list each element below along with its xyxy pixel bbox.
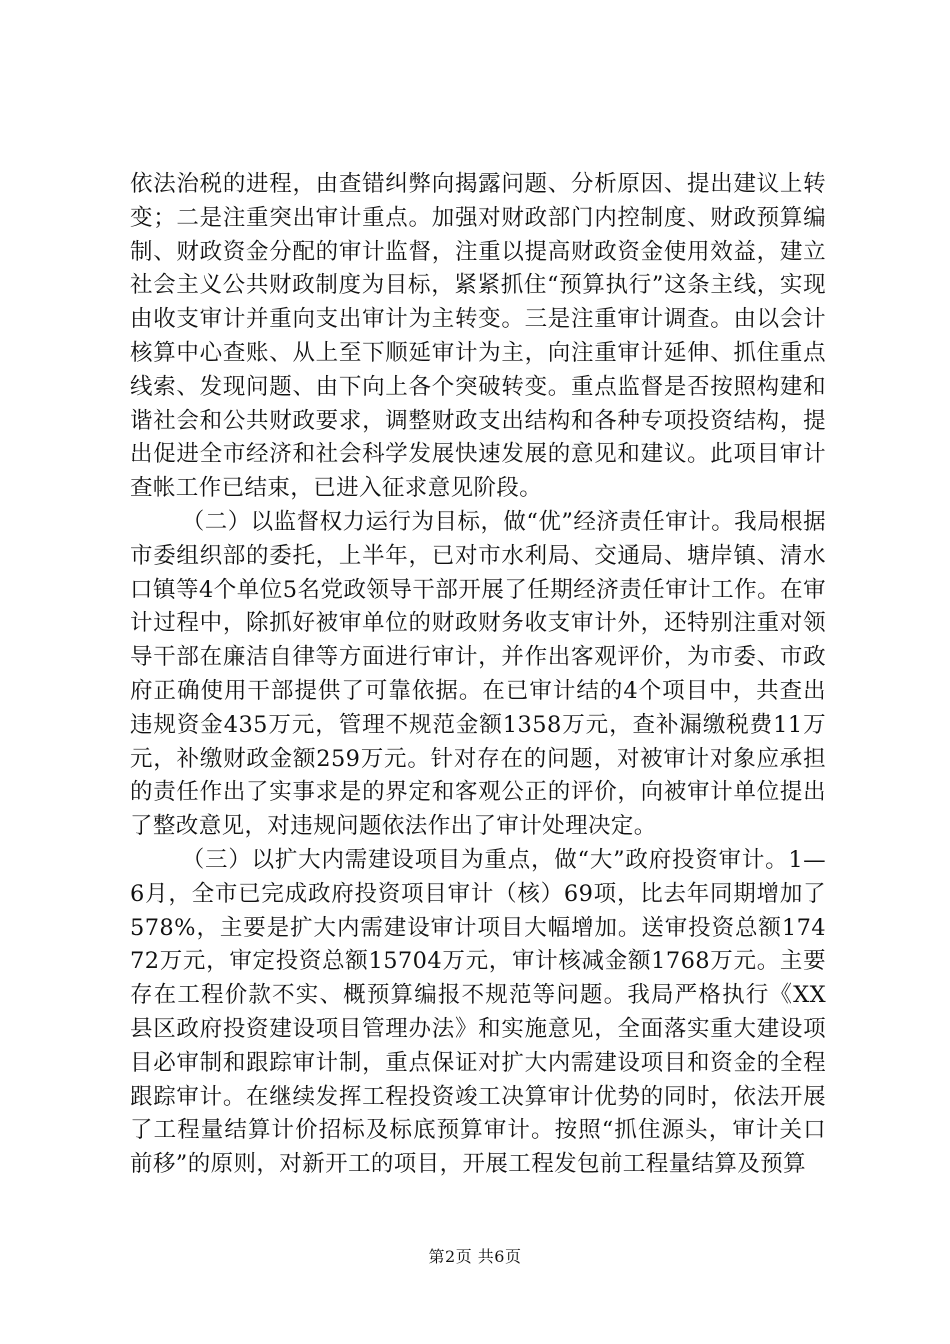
- page-number-footer: 第2页 共6页: [428, 1247, 522, 1266]
- document-body: [130, 168, 826, 1182]
- paragraph-3: （三）以扩大内需建设项目为重点，做“大”政府投资审计。1—6月，全市已完成政府投资项目审计（核）69项，比去年同期增加了578%，主要是扩大内需建设审计项目大幅增加。送审投资总额17472万元，审定投资总额15704万元，审计核减金额1768万元。主要存在工程价款不实、概预算编报不规范等问题。我局严格执行《XX县区政府投资建设项目管理办法》和实施意见，全面落实重大建设项目必审制和跟踪审计制，重点保证对扩大内需建设项目和资金的全程跟踪审计。在继续发挥工程投资竣工决算审计优势的同时，依法开展了工程量结算计价招标及标底预算审计。按照“抓住源头，审计关口前移”的原则，对新开工的项目，开展工程发包前工程量结算及预算: [130, 846, 826, 1178]
- paragraph-1: 依法治税的进程，由查错纠弊向揭露问题、分析原因、提出建议上转变；二是注重突出审计重点。加强对财政部门内控制度、财政预算编制、财政资金分配的审计监督，注重以提高财政资金使用效益，建立社会主义公共财政制度为目标，紧紧抓住“预算执行”这条主线，实现由收支审计并重向支出审计为主转变。三是注重审计调查。由以会计核算中心查账、从上至下顺延审计为主，向注重审计延伸、抓住重点线索、发现问题、由下向上各个突破转变。重点监督是否按照构建和谐社会和公共财政要求，调整财政支出结构和各种专项投资结构，提出促进全市经济和社会科学发展快速发展的意见和建议。此项目审计查帐工作已结束，已进入征求意见阶段。: [130, 171, 826, 502]
- paragraph-2: （二）以监督权力运行为目标，做“优”经济责任审计。我局根据市委组织部的委托，上半年，已对市水利局、交通局、塘岸镇、清水口镇等4个单位5名党政领导干部开展了任期经济责任审计工作。在审计过程中，除抓好被审单位的财政财务收支审计外，还特别注重对领导干部在廉洁自律等方面进行审计，并作出客观评价，为市委、市政府正确使用干部提供了可靠依据。在已审计结的4个项目中，共查出违规资金435万元，管理不规范金额1358万元，查补漏缴税费11万元，补缴财政金额259万元。针对存在的问题，对被审计对象应承担的责任作出了实事求是的界定和客观公正的评价，向被审计单位提出了整改意见，对违规问题依法作出了审计处理决定。: [130, 508, 826, 840]
